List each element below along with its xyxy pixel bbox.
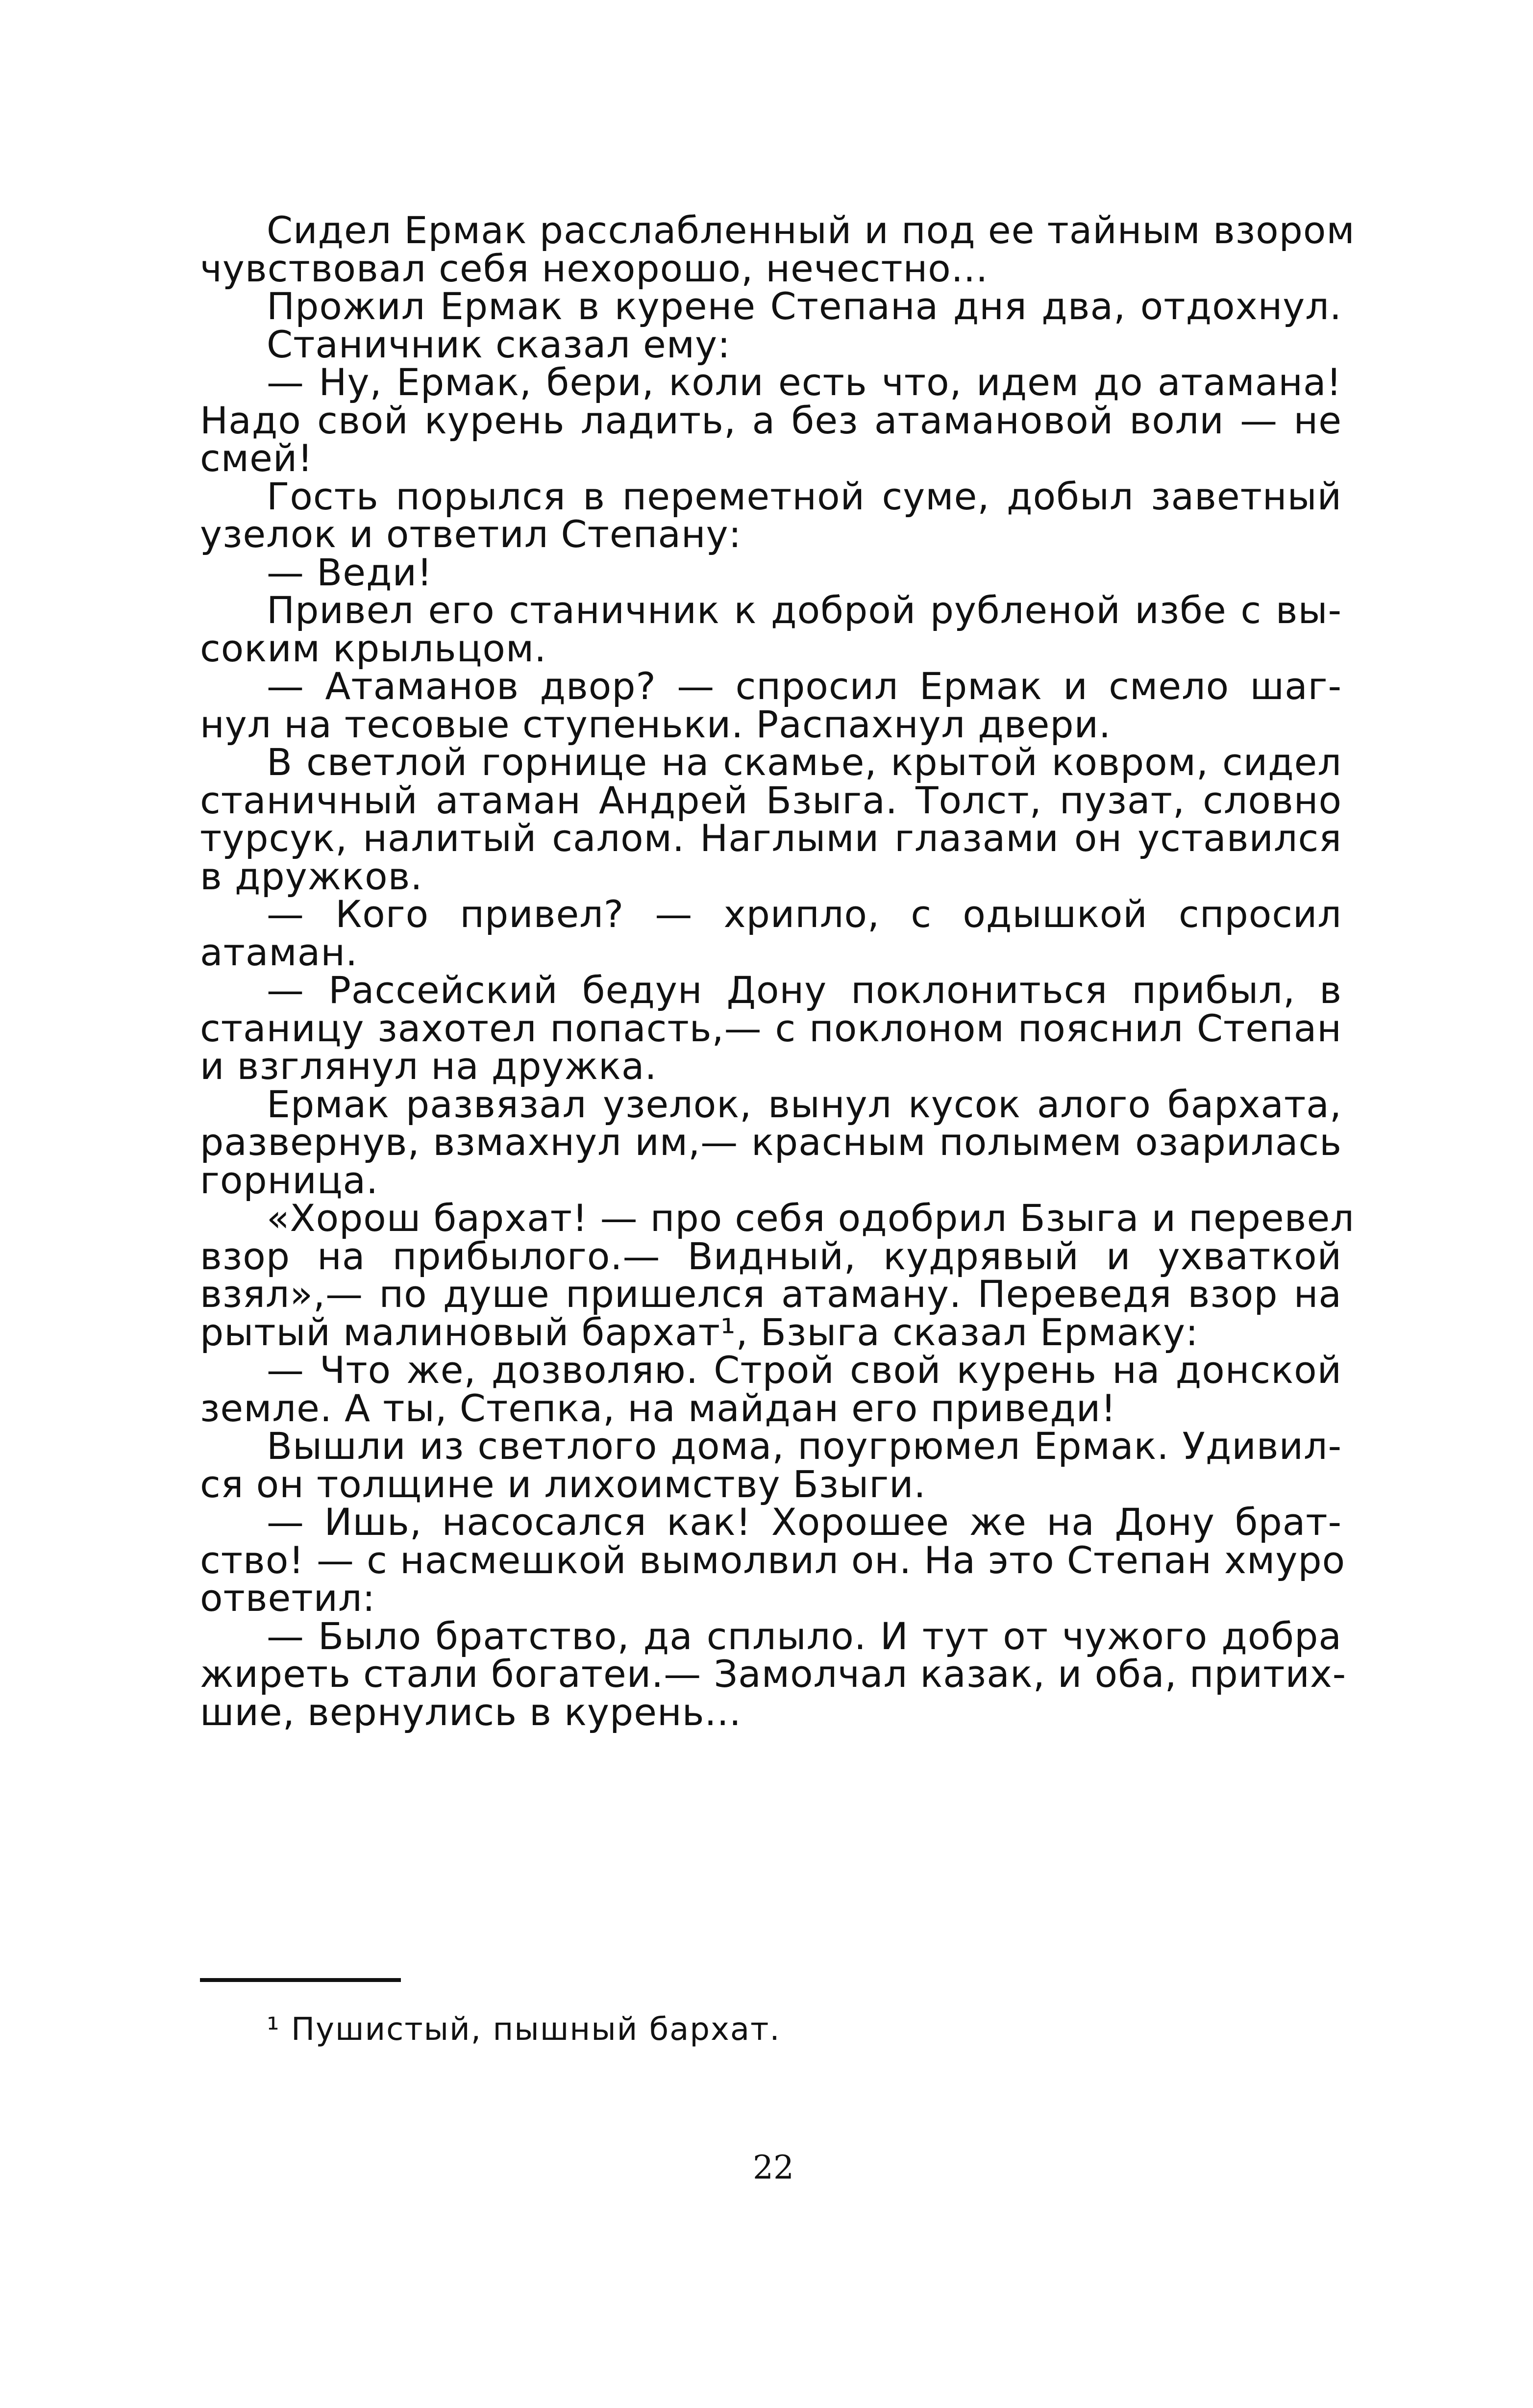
text-line: нул на тесовые ступеньки. Распахнул двери. xyxy=(200,702,1112,746)
text-line: ответил: xyxy=(200,1576,376,1620)
text-line: — Ну, Ермак, бери, коли есть что, идем до атамана! xyxy=(267,360,1342,404)
page-number: 22 xyxy=(753,2149,794,2186)
text-line: чувствовал себя нехорошо, нечестно... xyxy=(200,246,989,290)
text-line: — Что же, дозволяю. Строй свой курень на донской xyxy=(267,1348,1342,1392)
text-line: — Веди! xyxy=(267,550,433,594)
text-line: рытый малиновый бархат¹, Бзыга сказал Ермаку: xyxy=(200,1310,1199,1354)
text-line: развернув, взмахнул им,— красным полымем озарилась xyxy=(200,1120,1342,1164)
text-line: Станичник сказал ему: xyxy=(267,322,731,366)
text-line: — Было братство, да сплыло. И тут от чужого добра xyxy=(267,1614,1342,1658)
text-line: — Рассейский бедун Дону поклониться прибыл, в xyxy=(267,968,1342,1012)
text-line: — Атаманов двор? — спросил Ермак и смело шаг- xyxy=(267,664,1342,708)
text-line: шие, вернулись в курень... xyxy=(200,1690,742,1734)
text-line: Вышли из светлого дома, поугрюмел Ермак. Удивил- xyxy=(267,1424,1342,1468)
text-line: взял»,— по душе пришелся атаману. Переведя взор на xyxy=(200,1272,1342,1316)
text-line: Прожил Ермак в курене Степана дня два, отдохнул. xyxy=(267,284,1342,328)
text-line: В светлой горнице на скамье, крытой ковром, сидел xyxy=(267,740,1342,784)
text-line: взор на прибылого.— Видный, кудрявый и ухваткой xyxy=(200,1234,1342,1278)
text-line: ство! — с насмешкой вымолвил он. На это Степан хмуро xyxy=(200,1538,1346,1582)
text-line: и взглянул на дружка. xyxy=(200,1044,657,1088)
text-line: в дружков. xyxy=(200,854,423,898)
text-line: «Хорош бархат! — про себя одобрил Бзыга и перевел xyxy=(267,1196,1355,1240)
text-line: Сидел Ермак расслабленный и под ее тайным взором xyxy=(267,208,1355,252)
text-line: ся он толщине и лихоимству Бзыги. xyxy=(200,1462,926,1506)
text-line: — Ишь, насосался как! Хорошее же на Дону брат- xyxy=(267,1500,1342,1544)
footnote-separator xyxy=(200,1978,401,1982)
text-line: соким крыльцом. xyxy=(200,626,547,670)
text-line: Привел его станичник к доброй рубленой избе с вы- xyxy=(267,588,1342,632)
text-line: турсук, налитый салом. Наглыми глазами он уставился xyxy=(200,816,1342,860)
text-line: узелок и ответил Степану: xyxy=(200,512,742,556)
text-line: Гость порылся в переметной суме, добыл заветный xyxy=(267,474,1342,518)
text-line: атаман. xyxy=(200,930,358,974)
text-line: станичный атаман Андрей Бзыга. Толст, пузат, словно xyxy=(200,778,1342,822)
text-line: смей! xyxy=(200,436,313,480)
footnote: ¹ Пушистый, пышный бархат. xyxy=(267,2011,781,2048)
text-line: — Кого привел? — хрипло, с одышкой спросил xyxy=(267,892,1342,936)
text-line: земле. А ты, Степка, на майдан его приведи! xyxy=(200,1386,1116,1430)
text-line: жиреть стали богатеи.— Замолчал казак, и оба, притих- xyxy=(200,1652,1347,1696)
text-line: Ермак развязал узелок, вынул кусок алого бархата, xyxy=(267,1082,1342,1126)
text-line: станицу захотел попасть,— с поклоном пояснил Степан xyxy=(200,1006,1342,1050)
text-line: Надо свой курень ладить, а без атамановой воли — не xyxy=(200,398,1342,442)
text-line: горница. xyxy=(200,1158,379,1202)
